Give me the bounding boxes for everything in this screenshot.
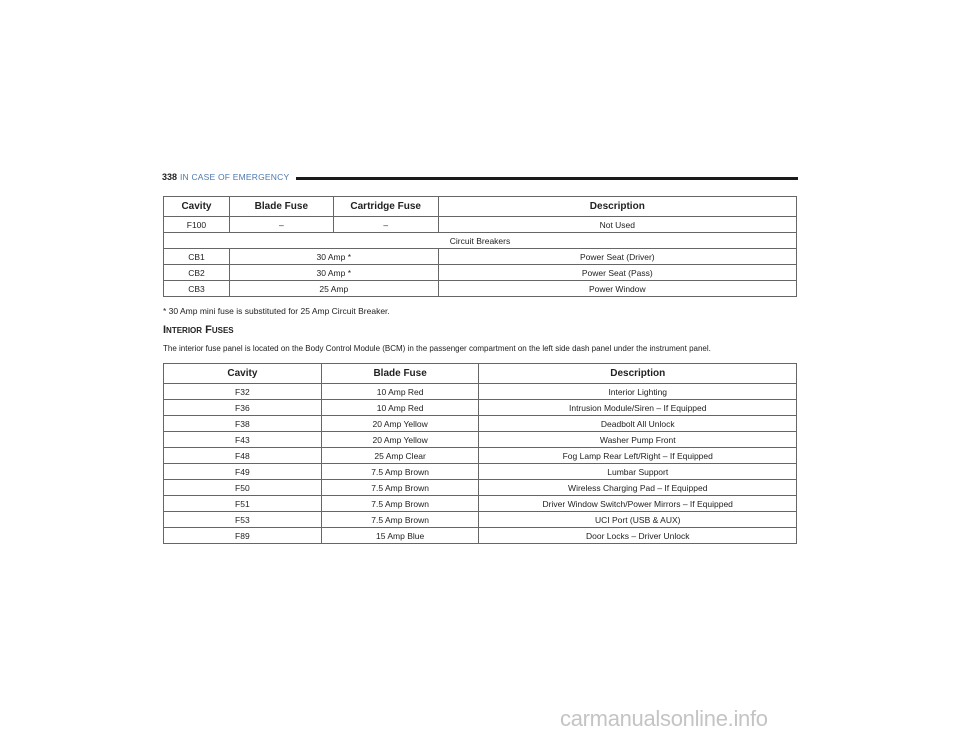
table-cell: –: [333, 217, 438, 233]
table-row: [164, 249, 797, 265]
table-cell: 25 Amp Clear: [321, 448, 479, 464]
table-cell: Power Seat (Pass): [438, 265, 796, 281]
table-cell: Lumbar Support: [479, 464, 797, 480]
table-cell: F43: [164, 432, 322, 448]
column-header: Cavity: [164, 197, 230, 217]
column-header: Blade Fuse: [321, 364, 479, 384]
table-cell: 10 Amp Red: [321, 400, 479, 416]
interior-fuses-table: [163, 363, 797, 544]
table-cell: Fog Lamp Rear Left/Right – If Equipped: [479, 448, 797, 464]
table-cell: F100: [164, 217, 230, 233]
table-cell: 30 Amp *: [229, 265, 438, 281]
circuit-breaker-table: [163, 196, 797, 297]
table-row: [164, 528, 797, 544]
table-cell: 30 Amp *: [229, 249, 438, 265]
table-cell: 25 Amp: [229, 281, 438, 297]
section-title: Interior Fuses: [163, 324, 234, 336]
table-row: [164, 400, 797, 416]
table-cell: F36: [164, 400, 322, 416]
column-header: Blade Fuse: [229, 197, 333, 217]
table-cell: UCI Port (USB & AUX): [479, 512, 797, 528]
page-header: [162, 172, 798, 186]
table-group-row: [164, 233, 797, 249]
table-cell: Wireless Charging Pad – If Equipped: [479, 480, 797, 496]
table-cell: Power Seat (Driver): [438, 249, 796, 265]
table-cell: F38: [164, 416, 322, 432]
table-row: [164, 512, 797, 528]
column-header: Description: [479, 364, 797, 384]
table-cell: F49: [164, 464, 322, 480]
table-cell: F51: [164, 496, 322, 512]
table-row: [164, 217, 797, 233]
table-cell: 20 Amp Yellow: [321, 432, 479, 448]
table-cell: Intrusion Module/Siren – If Equipped: [479, 400, 797, 416]
table-cell: CB3: [164, 281, 230, 297]
table-cell: Driver Window Switch/Power Mirrors – If Equipped: [479, 496, 797, 512]
column-header: Cavity: [164, 364, 322, 384]
circuit-breakers-label: Circuit Breakers: [164, 233, 797, 249]
table-cell: 15 Amp Blue: [321, 528, 479, 544]
table-cell: F32: [164, 384, 322, 400]
table-row: [164, 384, 797, 400]
table-cell: CB2: [164, 265, 230, 281]
page-number: 338: [162, 172, 178, 182]
header-rule: [296, 177, 798, 180]
table-cell: 10 Amp Red: [321, 384, 479, 400]
table-row: [164, 448, 797, 464]
table-cell: 7.5 Amp Brown: [321, 512, 479, 528]
table-cell: Power Window: [438, 281, 796, 297]
table-row: [164, 265, 797, 281]
table-row: [164, 464, 797, 480]
table-cell: Washer Pump Front: [479, 432, 797, 448]
section-name: IN CASE OF EMERGENCY: [180, 172, 290, 182]
table-cell: F48: [164, 448, 322, 464]
table-cell: F53: [164, 512, 322, 528]
table-cell: Not Used: [438, 217, 796, 233]
table-row: [164, 496, 797, 512]
table-cell: –: [229, 217, 333, 233]
table-row: [164, 480, 797, 496]
column-header: Description: [438, 197, 796, 217]
table-cell: 20 Amp Yellow: [321, 416, 479, 432]
table-row: [164, 432, 797, 448]
table-header-row: [164, 197, 797, 217]
table-cell: 7.5 Amp Brown: [321, 496, 479, 512]
table-cell: Deadbolt All Unlock: [479, 416, 797, 432]
intro-paragraph: The interior fuse panel is located on the Body Control Module (BCM) in the passenger compartment on the left side dash panel under the instrument panel.: [163, 344, 711, 353]
table-cell: 7.5 Amp Brown: [321, 464, 479, 480]
table-cell: CB1: [164, 249, 230, 265]
table-cell: 7.5 Amp Brown: [321, 480, 479, 496]
column-header: Cartridge Fuse: [333, 197, 438, 217]
table-row: [164, 281, 797, 297]
table-cell: Interior Lighting: [479, 384, 797, 400]
watermark: carmanualsonline.info: [560, 706, 768, 731]
table-row: [164, 416, 797, 432]
table-cell: F89: [164, 528, 322, 544]
table-cell: Door Locks – Driver Unlock: [479, 528, 797, 544]
footnote: * 30 Amp mini fuse is substituted for 25 Amp Circuit Breaker.: [163, 306, 390, 316]
table-cell: F50: [164, 480, 322, 496]
table-header-row: [164, 364, 797, 384]
